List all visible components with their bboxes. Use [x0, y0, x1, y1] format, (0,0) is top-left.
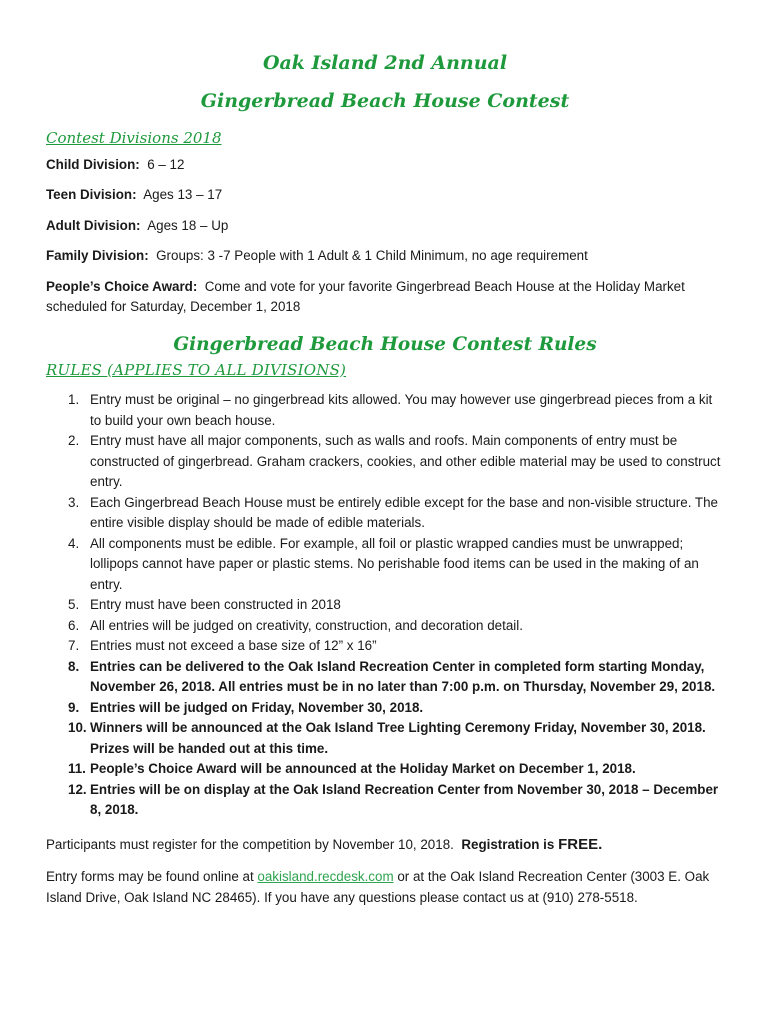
rule-number: 9. [68, 699, 80, 715]
registration-text: Participants must register for the competition by November 10, 2018. [46, 836, 454, 852]
rule-number: 2. [68, 433, 80, 448]
registration-free: FREE. [558, 835, 603, 853]
rule-number: 7. [68, 638, 80, 653]
rules-list [46, 390, 724, 821]
rule-text: People’s Choice Award will be announced at the Holiday Market on December 1, 2018. [90, 761, 636, 776]
rule-number: 12. [68, 781, 87, 797]
entry-forms-after: or at the Oak Island Recreation Center (3003 E. Oak Island Drive, Oak Island NC 28465). If you have any questions please contact us at (910) 278-5518. [46, 869, 710, 905]
rule-item [46, 698, 724, 719]
division-value: Groups: 3 -7 People with 1 Adult & 1 Child Minimum, no age requirement [156, 248, 588, 263]
division-label: Family Division: [46, 248, 149, 263]
rule-text: Entry must be original – no gingerbread kits allowed. You may however use gingerbread pieces from a kit to build your own beach house. [90, 392, 713, 428]
division-value: Ages 13 – 17 [143, 187, 223, 202]
rule-number: 5. [68, 597, 80, 612]
rule-text: Each Gingerbread Beach House must be entirely edible except for the base and non-visible structure. The entire visible display should be made of edible materials. [90, 494, 718, 530]
rule-number: 10. [68, 720, 87, 735]
rule-item [46, 534, 724, 596]
rule-number: 8. [68, 658, 80, 674]
rule-item [46, 780, 724, 821]
registration-bold: Registration is [461, 836, 555, 852]
rule-item [46, 390, 724, 431]
rule-item [46, 718, 724, 759]
rule-item [46, 636, 724, 657]
division-teen [46, 185, 724, 206]
rule-text: Entry must have been constructed in 2018 [90, 597, 341, 612]
rules-heading: RULES (APPLIES TO ALL DIVISIONS) [46, 360, 347, 379]
page-title-line-2: Gingerbread Beach House Contest [200, 90, 570, 112]
entry-forms-paragraph [46, 867, 724, 908]
division-family [46, 246, 724, 267]
rule-number: 4. [68, 535, 80, 551]
rule-number: 6. [68, 617, 80, 633]
division-label: Child Division: [46, 156, 140, 172]
rule-item [46, 657, 724, 698]
recdesk-link[interactable]: oakisland.recdesk.com [257, 869, 394, 884]
rule-item [46, 759, 724, 780]
rule-text: Winners will be announced at the Oak Island Tree Lighting Ceremony Friday, November 30, 2018. Prizes will be handed out at this time. [90, 720, 706, 756]
rule-number: 11. [68, 761, 86, 776]
division-label: Teen Division: [46, 187, 137, 202]
rule-number: 3. [68, 494, 80, 510]
registration-paragraph [46, 835, 724, 856]
division-value: 6 – 12 [147, 156, 185, 172]
rule-number: 1. [68, 392, 80, 407]
rule-text: Entries can be delivered to the Oak Island Recreation Center in completed form starting Monday, November 26, 2018. All entries must be in no later than 7:00 p.m. on Thursday, November 29, 2018. [90, 658, 716, 694]
division-label: Adult Division: [46, 217, 141, 233]
division-value: Ages 18 – Up [147, 217, 229, 233]
division-label: People’s Choice Award: [46, 278, 198, 294]
division-value: Come and vote for your favorite Gingerbread Beach House at the Holiday Market scheduled for Saturday, December 1, 2018 [46, 278, 685, 314]
rule-item [46, 431, 724, 493]
rule-text: Entries will be judged on Friday, November 30, 2018. [90, 699, 424, 715]
rule-item [46, 595, 724, 616]
rule-text: Entries must not exceed a base size of 12” x 16” [90, 638, 377, 653]
page-title-line-1: Oak Island 2nd Annual [262, 52, 508, 74]
division-adult [46, 216, 724, 237]
rule-text: Entries will be on display at the Oak Island Recreation Center from November 30, 2018 – December 8, 2018. [90, 781, 719, 817]
divisions-heading: Contest Divisions 2018 [46, 129, 222, 147]
rule-text: All components must be edible. For example, all foil or plastic wrapped candies must be unwrapped; lollipops cannot have paper or plastic stems. No perishable food items can be used in the making of an entry. [90, 535, 699, 592]
rules-title: Gingerbread Beach House Contest Rules [173, 333, 597, 355]
rule-item [46, 616, 724, 637]
rule-text: Entry must have all major components, such as walls and roofs. Main components of entry must be constructed of gingerbread. Graham crackers, cookies, and other edible material may be used to construct entry. [90, 433, 721, 489]
rule-item [46, 493, 724, 534]
division-peoples-choice [46, 277, 724, 318]
division-child [46, 155, 724, 176]
rule-text: All entries will be judged on creativity, construction, and decoration detail. [90, 617, 523, 633]
entry-forms-before: Entry forms may be found online at [46, 869, 254, 884]
